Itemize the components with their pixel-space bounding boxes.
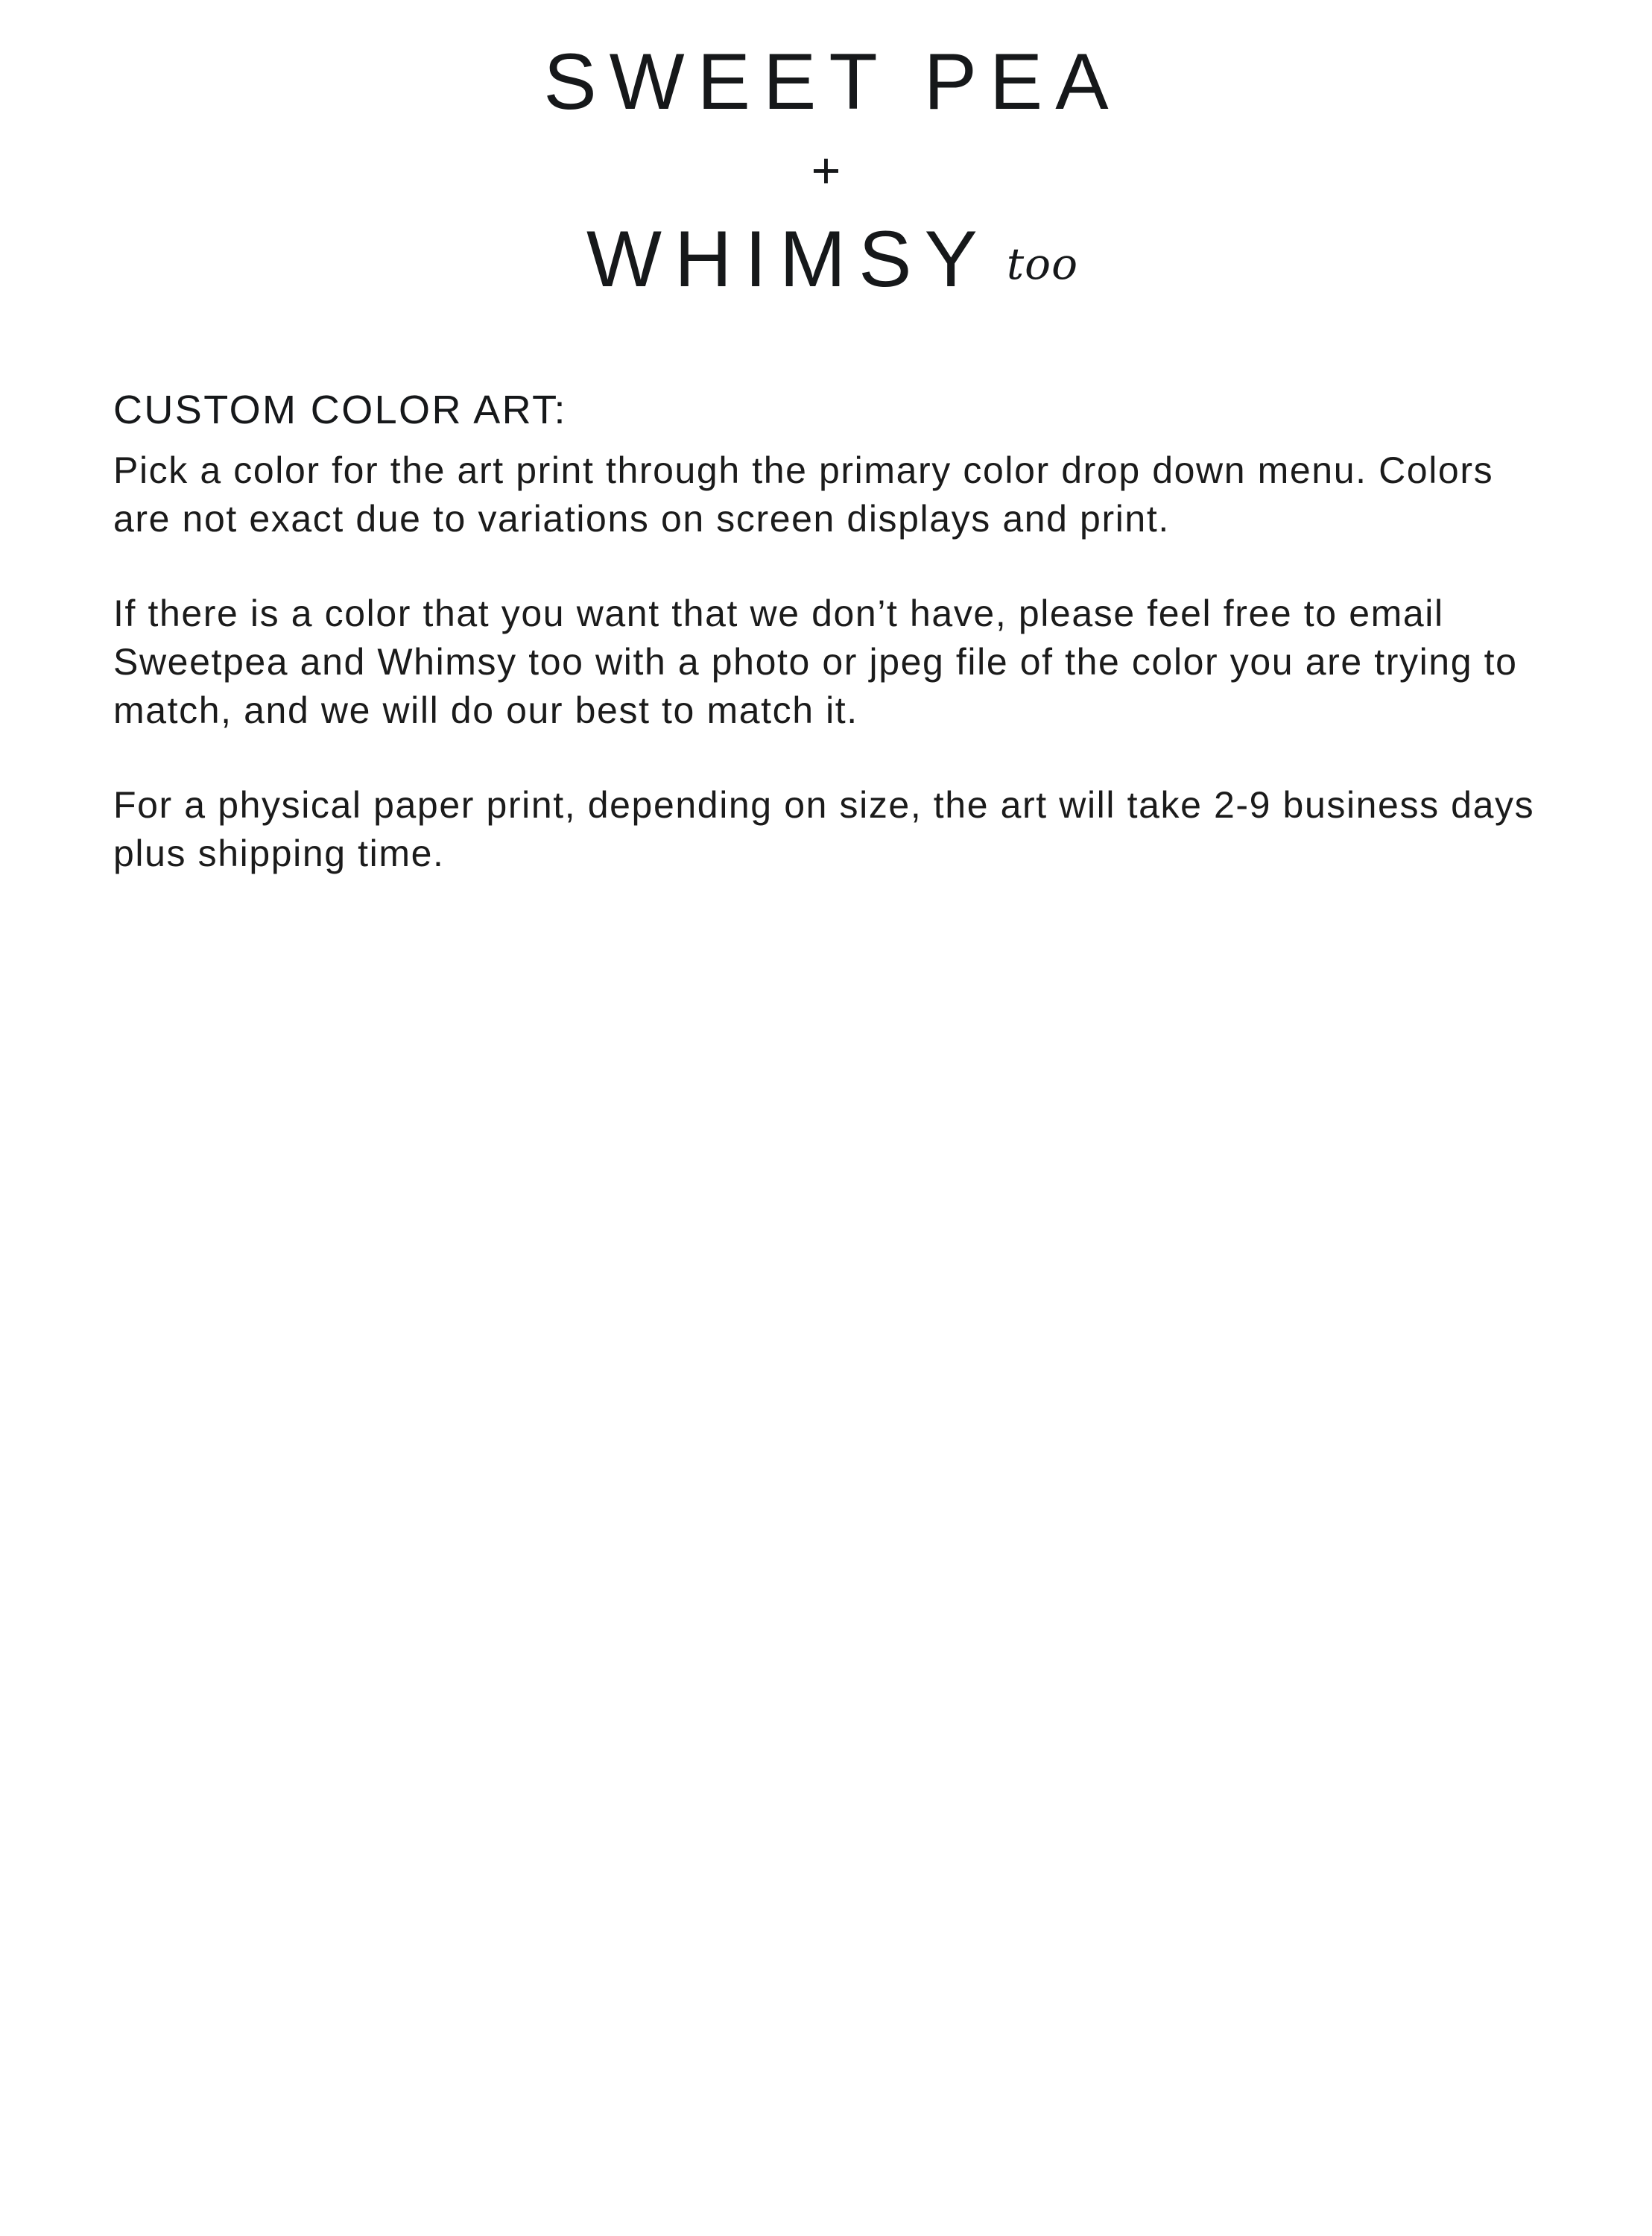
- document-body: [0, 385, 1652, 878]
- brand-name-line-1: SWEET PEA: [543, 37, 1121, 126]
- brand-name-whimsy: WHIMSY: [586, 213, 990, 303]
- section-heading: CUSTOM COLOR ART:: [113, 388, 567, 433]
- brand-name-too-script: too: [1006, 238, 1079, 289]
- paragraph-color-selection: Pick a color for the art print through the primary color drop down menu. Colors are not exact due to variations on screen displays and print.: [113, 449, 1494, 540]
- brand-plus-symbol: +: [811, 142, 841, 199]
- paragraph-custom-color-request: If there is a color that you want that we don’t have, please feel free to email Sweetpea and Whimsy too with a photo or jpeg file of the color you are trying to match, and we will do our best to match it.: [113, 592, 1518, 731]
- paragraph-production-time: For a physical paper print, depending on size, the art will take 2-9 business days plus shipping time.: [113, 783, 1535, 874]
- brand-name-line-2: [0, 213, 1652, 303]
- brand-masthead: [0, 0, 1652, 302]
